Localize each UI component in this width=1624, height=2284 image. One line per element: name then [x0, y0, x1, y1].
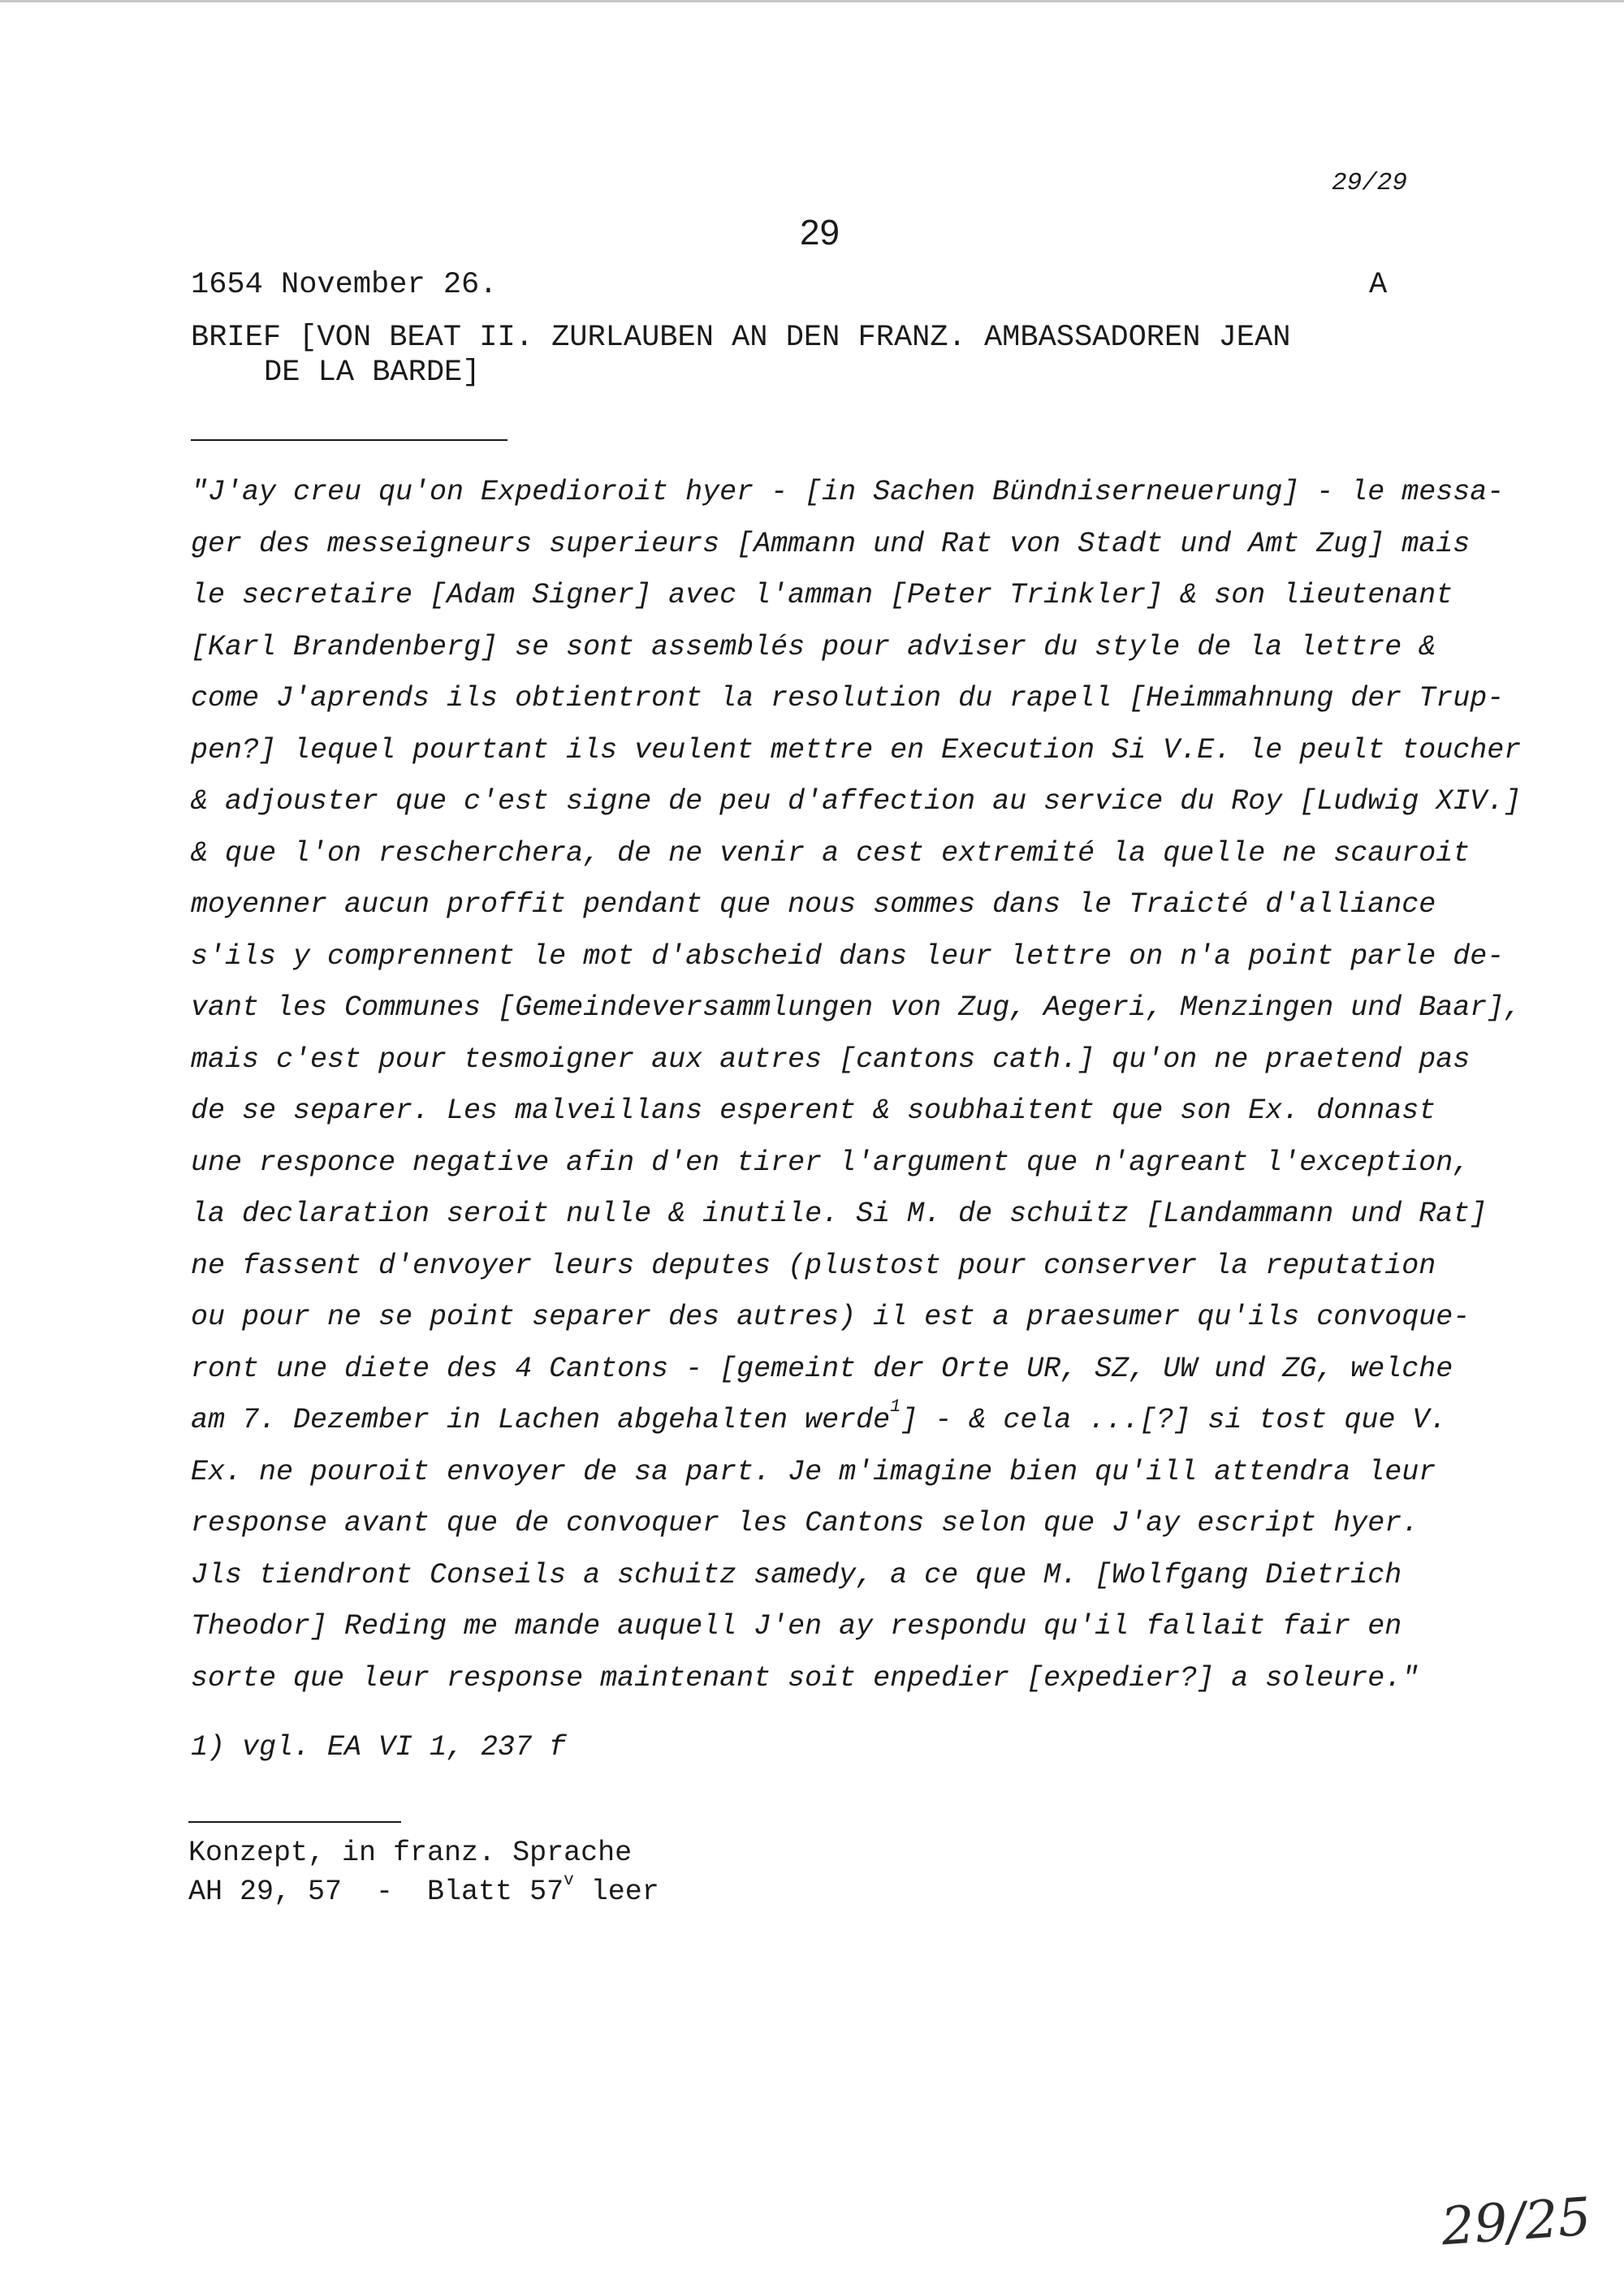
- body-line-text: am 7. Dezember in Lachen abgehalten werde: [191, 1404, 891, 1436]
- body-line: ront une diete des 4 Cantons - [gemeint der Orte UR, SZ, UW und ZG, welche: [191, 1352, 1453, 1385]
- body-line: pen?] lequel pourtant ils veulent mettre en Execution Si V.E. le peult toucher: [191, 733, 1522, 766]
- source-divider: [188, 1821, 401, 1823]
- body-line: Theodor] Reding me mande auquell J'en ay respondu qu'il fallait fair en: [191, 1610, 1402, 1643]
- body-line: response avant que de convoquer les Cantons selon que J'ay escript hyer.: [191, 1507, 1419, 1539]
- body-line: & adjouster que c'est signe de peu d'affection au service du Roy [Ludwig XIV.]: [191, 785, 1522, 818]
- handwritten-archive-number: 29/25: [1439, 2187, 1593, 2258]
- body-line: "J'ay creu qu'on Expedioroit hyer - [in Sachen Bündniserneuerung] - le messa-: [191, 476, 1505, 508]
- body-line: & que l'on rescherchera, de ne venir a cest extremité la quelle ne scauroit: [191, 836, 1471, 870]
- body-line: s'ils y comprennent le mot d'abscheid dans leur lettre on n'a point parle de-: [191, 939, 1505, 973]
- footnote: 1) vgl. EA VI 1, 237 f: [191, 1731, 567, 1764]
- source-note-line-2: [188, 1872, 659, 1908]
- document-title-line-2: DE LA BARDE]: [264, 356, 481, 390]
- body-line: ger des messeigneurs superieurs [Ammann und Rat von Stadt und Amt Zug] mais: [191, 527, 1471, 560]
- body-line: ou pour ne se point separer des autres) il est a praesumer qu'ils convoque-: [191, 1301, 1471, 1333]
- page-top-border: [0, 0, 1624, 2]
- body-line: ne fassent d'envoyer leurs deputes (plustost pour conserver la reputation: [191, 1249, 1436, 1282]
- footnote-mark: 1: [890, 1397, 901, 1417]
- body-line: come J'aprends ils obtientront la resolution du rapell [Heimmahnung der Trup-: [191, 682, 1505, 715]
- document-grade: A: [1369, 268, 1388, 302]
- body-line: mais c'est pour tesmoigner aux autres [cantons cath.] qu'on ne praetend pas: [191, 1043, 1471, 1076]
- document-number: 29: [800, 213, 840, 253]
- source-note-line-1: Konzept, in franz. Sprache: [188, 1837, 633, 1869]
- letter-body: [191, 467, 1522, 1704]
- body-line: la declaration seroit nulle & inutile. Si M. de schuitz [Landammann und Rat]: [191, 1198, 1488, 1230]
- source-ref-suffix: leer: [573, 1876, 659, 1908]
- body-line: moyenner aucun proffit pendant que nous sommes dans le Traicté d'alliance: [191, 888, 1436, 921]
- document-date: 1654 November 26.: [191, 268, 498, 302]
- verso-mark: v: [564, 1872, 574, 1890]
- body-line: Jls tiendront Conseils a schuitz samedy, a ce que M. [Wolfgang Dietrich: [191, 1558, 1402, 1591]
- body-line: vant les Communes [Gemeindeversammlungen von Zug, Aegeri, Menzingen und Baar],: [191, 991, 1522, 1024]
- body-line: le secretaire [Adam Signer] avec l'amman [Peter Trinkler] & son lieutenant: [191, 579, 1453, 611]
- document-title-line-1: BRIEF [VON BEAT II. ZURLAUBEN AN DEN FRANZ. AMBASSADOREN JEAN: [191, 321, 1291, 355]
- body-line: une responce negative afin d'en tirer l'argument que n'agreant l'exception,: [191, 1146, 1471, 1179]
- body-line-with-footnote: [191, 1395, 1474, 1447]
- source-ref: AH 29, 57 - Blatt 57: [188, 1876, 564, 1908]
- body-line: de se separer. Les malveillans esperent & soubhaitent que son Ex. donnast: [191, 1095, 1436, 1127]
- body-line: [Karl Brandenberg] se sont assemblés pour adviser du style de la lettre &: [191, 630, 1436, 663]
- body-line: Ex. ne pouroit envoyer de sa part. Je m'imagine bien qu'ill attendra leur: [191, 1455, 1436, 1488]
- body-line-text: ] - & cela ...[?] si tost que V.: [901, 1404, 1447, 1436]
- archive-reference-top: 29/29: [1332, 169, 1408, 197]
- body-line: sorte que leur response maintenant soit enpedier [expedier?] a soleure.": [191, 1661, 1419, 1695]
- title-divider: [191, 439, 508, 441]
